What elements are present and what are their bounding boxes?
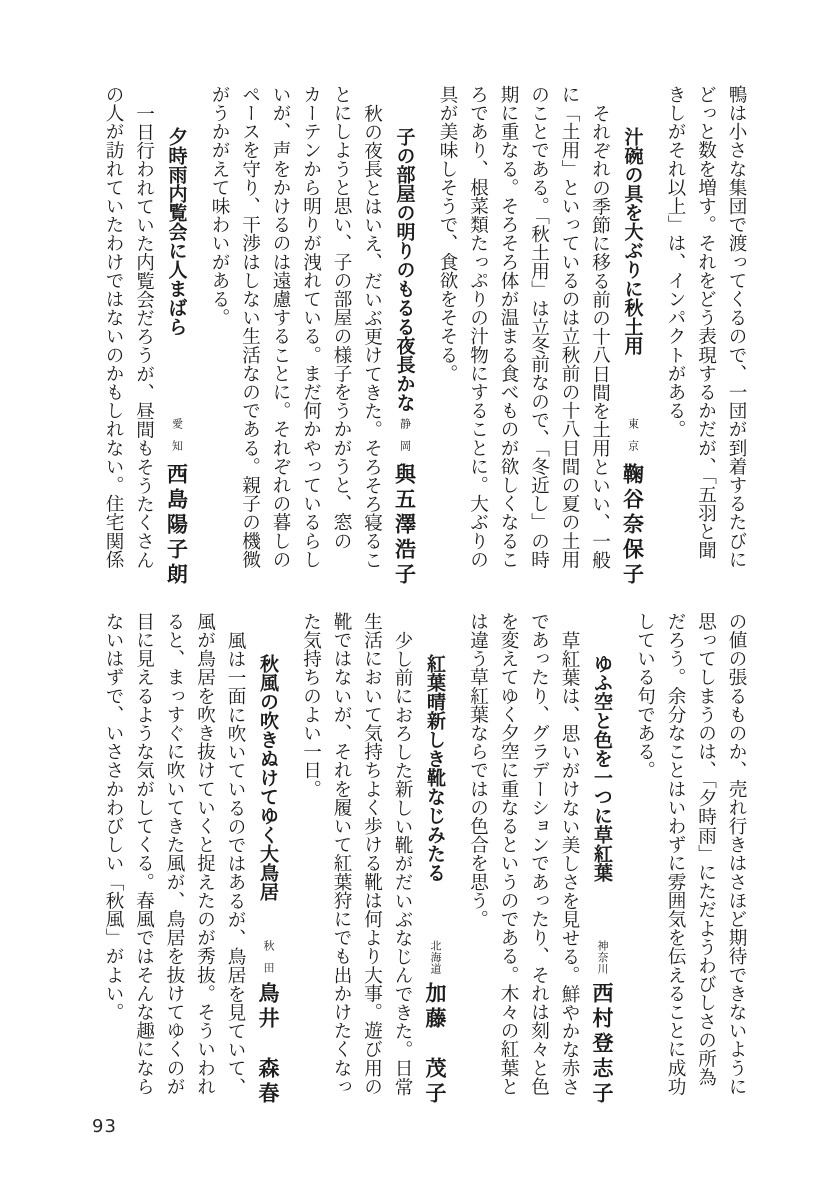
haiku-text: 夕時雨内覧会に人まばら	[165, 127, 187, 336]
poet-prefecture: 静岡	[398, 418, 411, 462]
commentary-line: どっと数を増す。それをどう表現するかだが、「五羽と聞	[695, 85, 717, 560]
commentary-line: 秋の夜長とはいえ、だいぶ更けてきた。そろそろ寝るこ	[361, 103, 383, 569]
page-number: 93	[92, 1116, 117, 1137]
haiku-column	[389, 85, 420, 587]
commentary-line: の人が訪れていたわけではないのかもしれない。住宅関係	[103, 85, 124, 569]
commentary-line: ろであり、根菜類たっぷりの汁物にすることに。大ぶりの	[467, 85, 489, 569]
commentary-line: 生活において気持ちよく歩ける靴は何より大事。遊び用の	[361, 612, 383, 1096]
poet-name: 鞠谷奈保子	[620, 463, 644, 588]
commentary-line: いが、声をかけるのは遠慮することに。それぞれの暮しの	[270, 85, 291, 569]
commentary-line: 風は一面に吹いているのではあるが、鳥居を見ていて、	[225, 630, 246, 1096]
commentary-line: であったり、グラデーションであったり、それは刻々と色	[528, 612, 550, 1096]
commentary-line: た気持ちのよい一日。	[300, 612, 322, 798]
poet-prefecture: 秋田	[262, 940, 274, 984]
haiku-text: 汁碗の具を大ぶりに秋土用	[621, 127, 643, 355]
haiku-text: 子の部屋の明りのもるる夜長かな	[393, 127, 415, 412]
poet-prefecture: 北海道	[429, 940, 441, 975]
commentary-line: 靴ではないが、それを履いて紅葉狩にでも出かけたくなっ	[331, 612, 352, 1096]
commentary-line: それぞれの季節に移る前の十八日間を土用といい、一般	[589, 103, 611, 569]
poet-prefecture: 愛知	[170, 418, 183, 462]
haiku-column	[617, 85, 648, 587]
haiku-column	[161, 85, 192, 587]
commentary-line: 風が鳥居を吹き抜けていくと捉えたのが秀抜。そういわれ	[194, 612, 216, 1096]
commentary-line: している句である。	[634, 612, 656, 780]
commentary-line: とにしようと思い、子の部屋の様子をうかがうと、窓の	[331, 85, 352, 550]
poet-name: 西村登志子	[590, 982, 613, 1107]
commentary-line: ると、まっすぐに吹いてきた風が、鳥居を抜けてゆくのが	[164, 612, 185, 1096]
commentary-line: 具が美味しそうで、食欲をそそる。	[437, 85, 458, 383]
poet-name: 與五澤浩子	[392, 463, 416, 588]
commentary-line: 一日行われていた内覧会だろうが、昼間もそうたくさん	[133, 103, 155, 569]
commentary-line: 鴨は小さな集団で渡ってくるので、一団が到着するたびに	[726, 85, 747, 569]
haiku-column	[586, 612, 617, 1107]
commentary-line: 思ってしまうのは、「夕時雨」にただようわびしさの所為	[695, 612, 717, 1087]
poet-name: 西島陽子朗	[164, 463, 188, 588]
commentary-line: きしがそれ以上」は、インパクトがある。	[665, 85, 686, 439]
haiku-text: 秋風の吹きぬけてゆく大鳥居	[257, 654, 278, 901]
haiku-column	[252, 612, 283, 1107]
commentary-line: に「土用」といっているのは立秋前の十八日間の夏の土用	[559, 85, 580, 569]
commentary-line: ないはずで、いささかわびしい「秋風」がよい。	[103, 612, 124, 1022]
poet-prefecture: 東京	[626, 418, 639, 462]
bottom-section	[98, 612, 752, 1107]
commentary-line: がうかがえて味わいがある。	[209, 85, 230, 327]
commentary-line: の値の張るものか、売れ行きはさほど期待できないように	[726, 612, 747, 1096]
poet-prefecture: 神奈川	[596, 940, 608, 975]
haiku-text: ゆふ空と色を一つに草紅葉	[591, 654, 612, 882]
commentary-line: 草紅葉は、思いがけない美しさを見せる。鮮やかな赤さ	[559, 630, 580, 1096]
commentary-line: は違う草紅葉ならではの色合を思う。	[467, 612, 489, 929]
commentary-line: カーテンから明りが洩れている。まだ何かやっているらし	[300, 85, 322, 569]
commentary-line: 目に見えるような気がしてくる。春風ではそんな趣になら	[133, 612, 155, 1096]
commentary-line: 少し前におろした新しい靴がだいぶなじんできた。日常	[392, 630, 413, 1096]
top-section	[98, 85, 752, 587]
commentary-line: を変えてゆく夕空に重なるというのである。木々の紅葉と	[498, 612, 519, 1096]
commentary-line: ペースを守り、干渉はしない生活なのである。親子の機微	[239, 85, 261, 569]
haiku-text: 紅葉晴新しき靴なじみたる	[424, 654, 445, 882]
poet-name: 鳥井 森春	[256, 982, 279, 1107]
commentary-line: のことである。「秋土用」は立冬前なので、「冬近し」の時	[528, 85, 550, 569]
commentary-line: 期に重なる。そろそろ体が温まる食べものが欲しくなるこ	[498, 85, 519, 569]
haiku-column	[419, 612, 450, 1107]
commentary-line: だろう。余分なことはいわずに雰囲気を伝えることに成功	[665, 612, 686, 1096]
poet-name: 加藤 茂子	[423, 982, 446, 1107]
